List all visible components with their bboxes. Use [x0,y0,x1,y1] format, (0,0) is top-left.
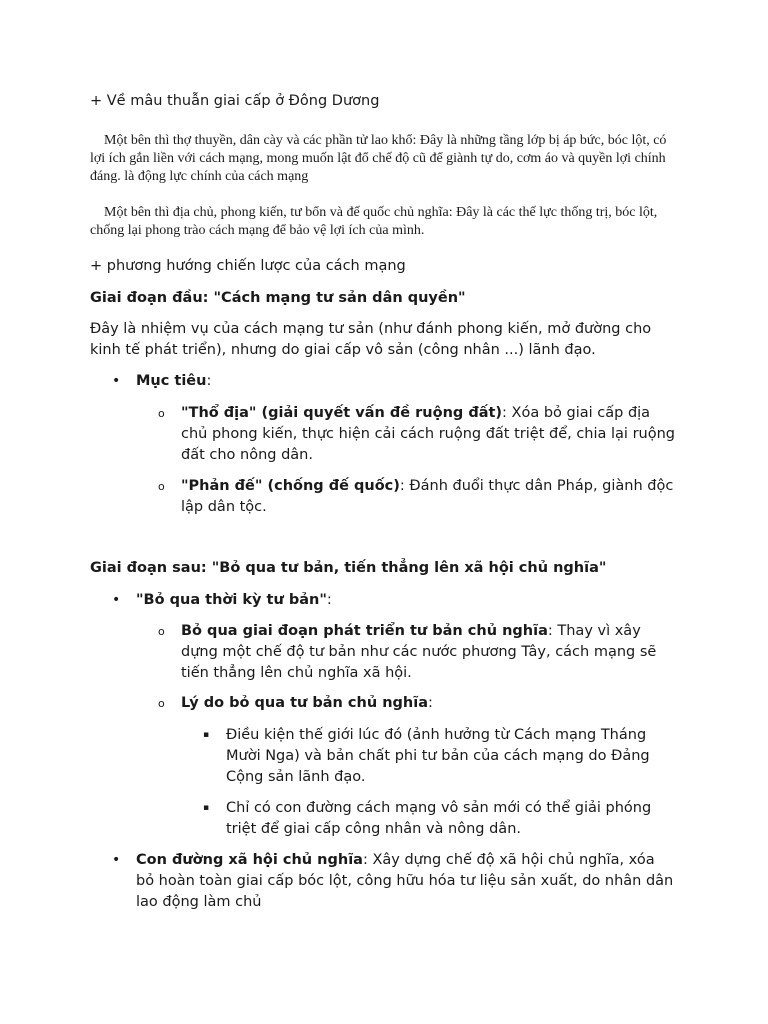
path-text: : Xây dựng chế độ xã hội chủ nghĩa, xóa bỏ hoàn toàn giai cấp bóc lột, công hữu hóa tư liệu sản xuất, do nhân dân lao động làm chủ [136,852,674,910]
paragraph-oppressed-classes: Một bên thì thợ thuyền, dân cày và các phần tử lao khổ: Đây là những tầng lớp bị áp bức, bóc lột, có lợi ích gắn liền với cách mạng, mong muốn lật đổ chế độ cũ để giành tự do, cơm áo và quyền lợi chính đáng. là động lực chính của cách mạng [90,133,667,184]
goal-label: Mục tiêu [136,373,207,389]
section-heading-class-contradiction: + Về mâu thuẫn giai cấp ở Đông Dương [90,93,380,109]
goal2-text: : Đánh đuổi thực dân Pháp, giành độc lập dân tộc. [181,478,674,515]
list-item-skip-reason [181,693,676,714]
bullet-marker: • [112,592,121,608]
stage1-title: Giai đoạn đầu: "Cách mạng tư sản dân quyền" [90,290,466,306]
stage1-intro: Đây là nhiệm vụ của cách mạng tư sản (như đánh phong kiến, mở đường cho kinh tế phát triển), nhưng do giai cấp vô sản (công nhân ...) lãnh đạo. [90,321,652,358]
section-heading-strategy: + phương hướng chiến lược của cách mạng [90,258,406,274]
square-marker: ▪ [203,803,210,813]
circle-marker: o [158,407,165,420]
skip-label: "Bỏ qua thời kỳ tư bản" [136,592,327,608]
bullet-marker: • [112,373,121,389]
list-item-skip-capitalism [136,590,676,611]
skip1-bold: Bỏ qua giai đoạn phát triển tư bản chủ nghĩa [181,623,548,639]
skip2-text: : [427,695,433,711]
skip1-text: : Thay vì xây dựng một chế độ tư bản như các nước phương Tây, cách mạng sẽ tiến thẳng lên chủ nghĩa xã hội. [181,623,657,681]
goal1-bold: "Thổ địa" (giải quyết vấn đề ruộng đất) [181,405,503,421]
list-item-land-reform [181,403,676,466]
stage2-title: Giai đoạn sau: "Bỏ qua tư bản, tiến thẳng lên xã hội chủ nghĩa" [90,560,607,576]
square-marker: ▪ [203,730,210,740]
list-item-skip-stage [181,621,676,684]
circle-marker: o [158,625,165,638]
circle-marker: o [158,480,165,493]
skip2-bold: Lý do bỏ qua tư bản chủ nghĩa [181,695,428,711]
goal1-text: : Xóa bỏ giai cấp địa chủ phong kiến, thực hiện cải cách ruộng đất triệt để, chia lại ruộng đất cho nông dân. [181,405,675,463]
list-item-anti-imperialism [181,476,676,518]
path-bold: Con đường xã hội chủ nghĩa [136,852,363,868]
paragraph-ruling-classes: Một bên thì địa chủ, phong kiến, tư bổn và đế quốc chủ nghĩa: Đây là các thế lực thống trị, bóc lột, chống lại phong trào cách mạng để bảo vệ lợi ích của mình. [90,205,658,238]
circle-marker: o [158,697,165,710]
bullet-marker: • [112,852,121,868]
skip-suffix: : [326,592,332,608]
goal-suffix: : [206,373,212,389]
list-item-reason-proletarian: Chỉ có con đường cách mạng vô sản mới có thể giải phóng triệt để giai cấp công nhân và nông dân. [226,800,652,837]
list-item-goals [136,371,676,392]
list-item-reason-world: Điều kiện thế giới lúc đó (ảnh hưởng từ Cách mạng Tháng Mười Nga) và bản chất phi tư bản của cách mạng do Đảng Cộng sản lãnh đạo. [226,727,650,785]
list-item-socialist-path [136,850,676,913]
goal2-bold: "Phản đế" (chống đế quốc) [181,478,400,494]
